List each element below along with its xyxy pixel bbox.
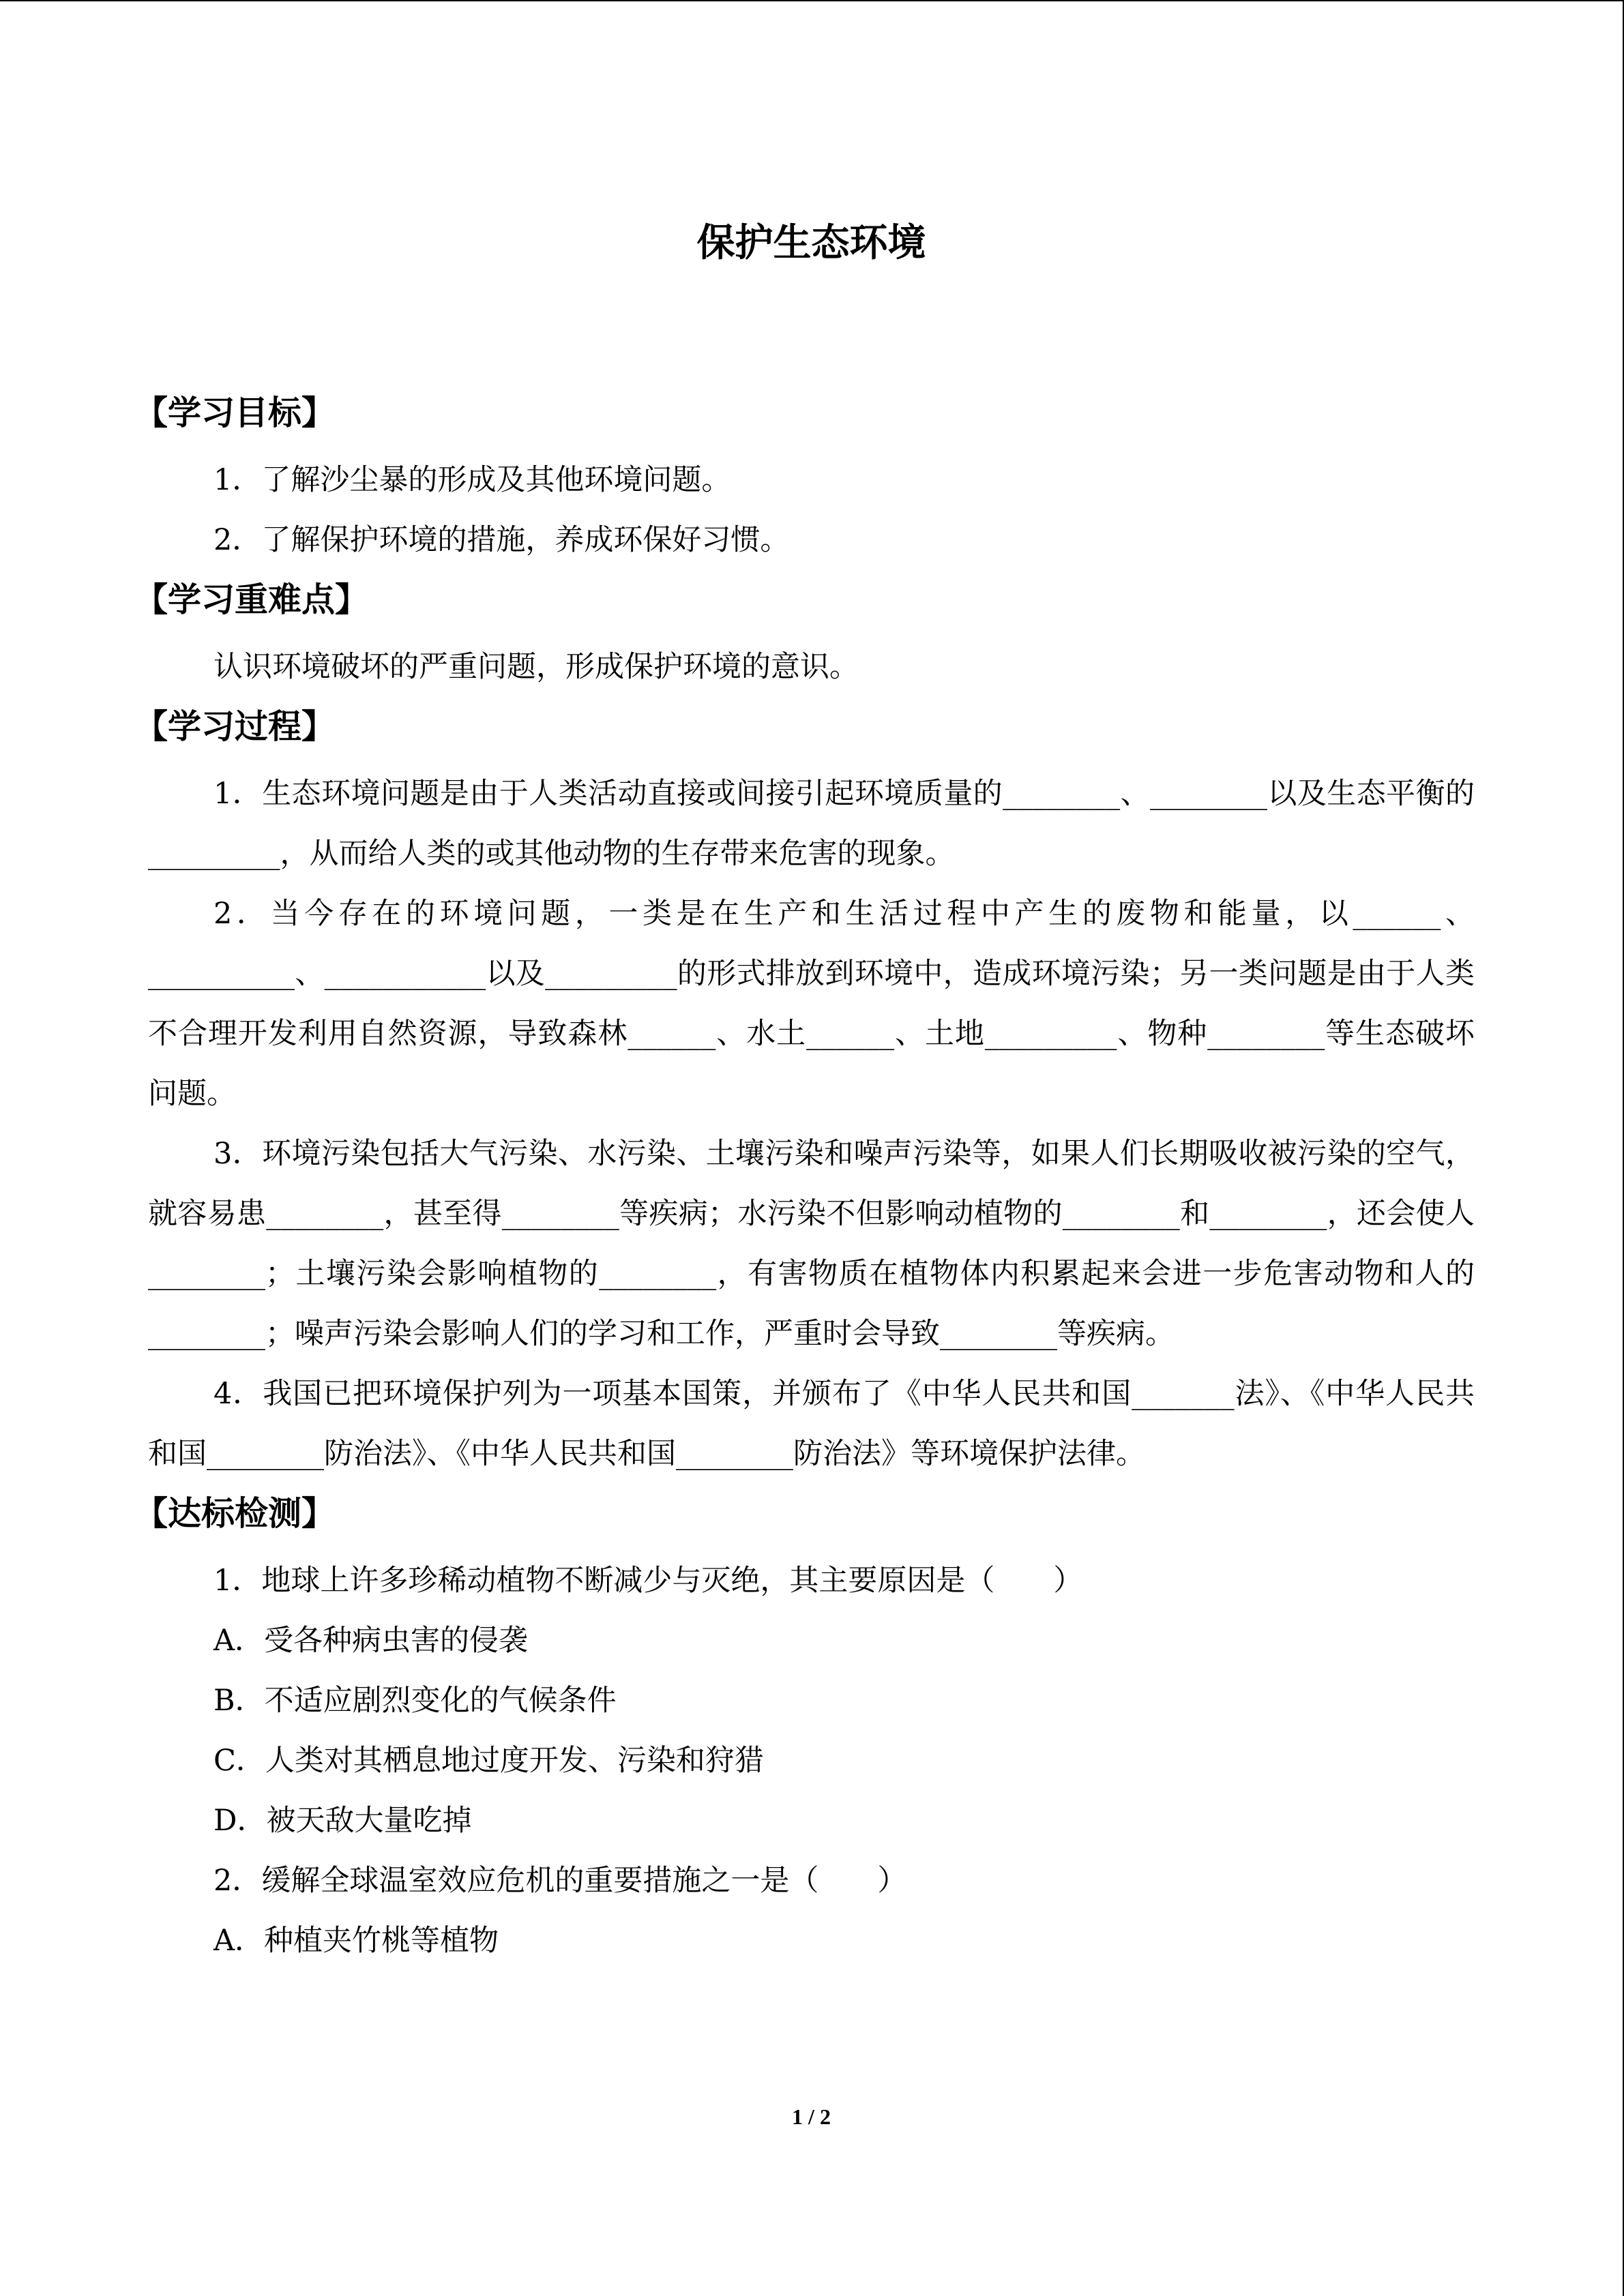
section-heading-key-points: 【学习重难点】 (134, 580, 369, 619)
page-number: 1 / 2 (792, 2104, 831, 2129)
process-item: 1．生态环境问题是由于人类活动直接或间接引起环境质量的________、________以及生态平衡的_________，从而给人类的或其他动物的生存带来危害的现象。 (148, 777, 1475, 871)
test-option: B．不适应剧烈变化的气候条件 (213, 1684, 617, 1718)
objective-item: 2．了解保护环境的措施，养成环保好习惯。 (213, 523, 790, 557)
test-option: A．种植夹竹桃等植物 (213, 1924, 499, 1958)
test-option: A．受各种病虫害的侵袭 (213, 1624, 529, 1658)
test-option: C．人类对其栖息地过度开发、污染和狩猎 (213, 1744, 764, 1778)
test-option: D．被天敌大量吃掉 (213, 1804, 472, 1838)
document-body (134, 383, 1475, 1971)
process-item: 3．环境污染包括大气污染、水污染、土壤污染和噪声污染等，如果人们长期吸收被污染的空气，就容易患________，甚至得________等疾病；水污染不但影响动植物的________和________，还会使人________；土壤污染会影响植物的________，有害物质在植物体内积累起来会进一步危害动物和人的________；噪声污染会影响人们的学习和工作，严重时会导致________等疾病。 (148, 1137, 1475, 1351)
document-title: 保护生态环境 (696, 221, 926, 265)
process-item: 2．当今存在的环境问题，一类是在生产和生活过程中产生的废物和能量，以______、__________、___________以及_________的形式排放到环境中，造成环境污染；另一类问题是由于人类不合理开发利用自然资源，导致森林______、水土______、土地_________、物种________等生态破坏问题。 (148, 897, 1475, 1111)
key-point-item: 认识环境破坏的严重问题，形成保护环境的意识。 (213, 650, 859, 684)
section-heading-objectives: 【学习目标】 (134, 393, 336, 432)
objective-item: 1．了解沙尘暴的形成及其他环境问题。 (213, 463, 731, 497)
test-question: 2．缓解全球温室效应危机的重要措施之一是（ ） (213, 1864, 907, 1898)
section-heading-test: 【达标检测】 (134, 1494, 336, 1533)
section-heading-process: 【学习过程】 (134, 707, 336, 746)
process-item: 4．我国已把环境保护列为一项基本国策，并颁布了《中华人民共和国_______法》、《中华人民共和国________防治法》、《中华人民共和国________防治法》等环境保护法律。 (148, 1377, 1475, 1471)
test-question: 1．地球上许多珍稀动植物不断减少与灭绝，其主要原因是（ ） (213, 1564, 1083, 1598)
